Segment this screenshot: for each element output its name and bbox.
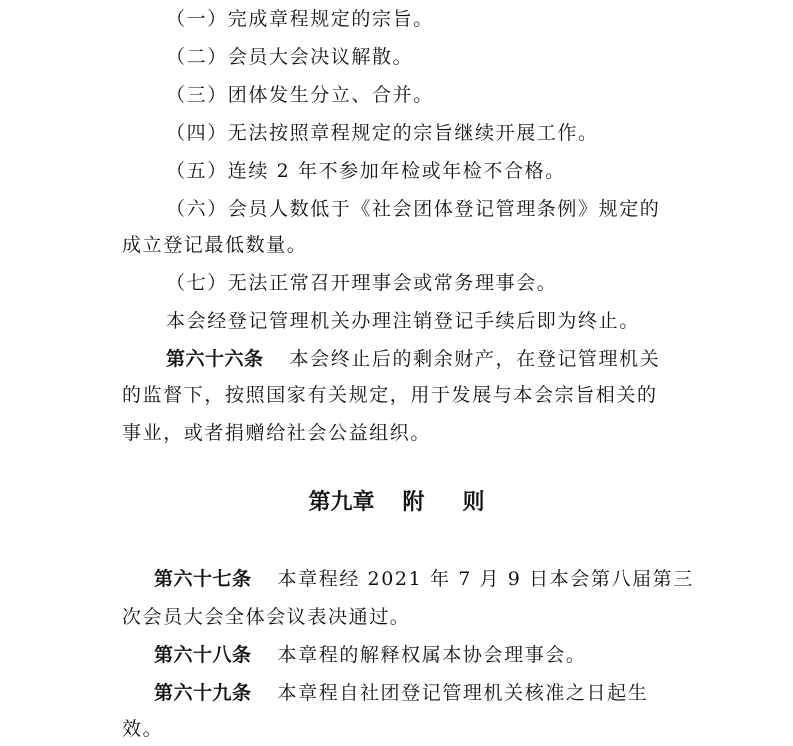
article-67-text-line1: 本章程经 2021 年 7 月 9 日本会第八届第三: [277, 568, 694, 590]
dissolution-item-6-line2: 成立登记最低数量。: [122, 234, 308, 256]
article-67-line2: 次会员大会全体会议表决通过。: [122, 606, 411, 628]
dissolution-item-6-line1: （六）会员人数低于《社会团体登记管理条例》规定的: [166, 198, 661, 220]
article-69-text-line1: 本章程自社团登记管理机关核准之日起生: [277, 682, 649, 704]
dissolution-item-3: （三）团体发生分立、合并。: [166, 84, 434, 106]
article-66-label: 第六十六条: [166, 348, 264, 370]
dissolution-item-7: （七）无法正常召开理事会或常务理事会。: [166, 272, 558, 294]
dissolution-item-2: （二）会员大会决议解散。: [166, 46, 414, 68]
dissolution-item-5: （五）连续 2 年不参加年检或年检不合格。: [166, 160, 566, 182]
article-66-line3: 事业，或者捐赠给社会公益组织。: [122, 422, 432, 444]
article-68-label: 第六十八条: [154, 644, 252, 666]
article-69-line1: [122, 678, 675, 708]
chapter-title-part2: 附: [402, 490, 425, 515]
chapter-title-part1: 第九章: [308, 490, 375, 515]
article-69-label: 第六十九条: [154, 682, 252, 704]
article-67-label: 第六十七条: [154, 568, 252, 590]
termination-note: 本会经登记管理机关办理注销登记手续后即为终止。: [166, 310, 640, 332]
article-66-line1: [122, 344, 675, 374]
chapter-title-part3: 则: [462, 490, 485, 515]
article-67-line1: [122, 564, 694, 594]
article-69-line2: 效。: [122, 718, 164, 740]
article-66-line2: 的监督下，按照国家有关规定，用于发展与本会宗旨相关的: [122, 384, 658, 406]
dissolution-item-1: （一）完成章程规定的宗旨。: [166, 8, 434, 30]
dissolution-item-4: （四）无法按照章程规定的宗旨继续开展工作。: [166, 122, 599, 144]
article-68-text: 本章程的解释权属本协会理事会。: [277, 644, 587, 666]
chapter-9-title: [0, 488, 793, 518]
article-66-text-line1: 本会终止后的剩余财产，在登记管理机关: [289, 348, 661, 370]
article-68: [122, 640, 675, 670]
